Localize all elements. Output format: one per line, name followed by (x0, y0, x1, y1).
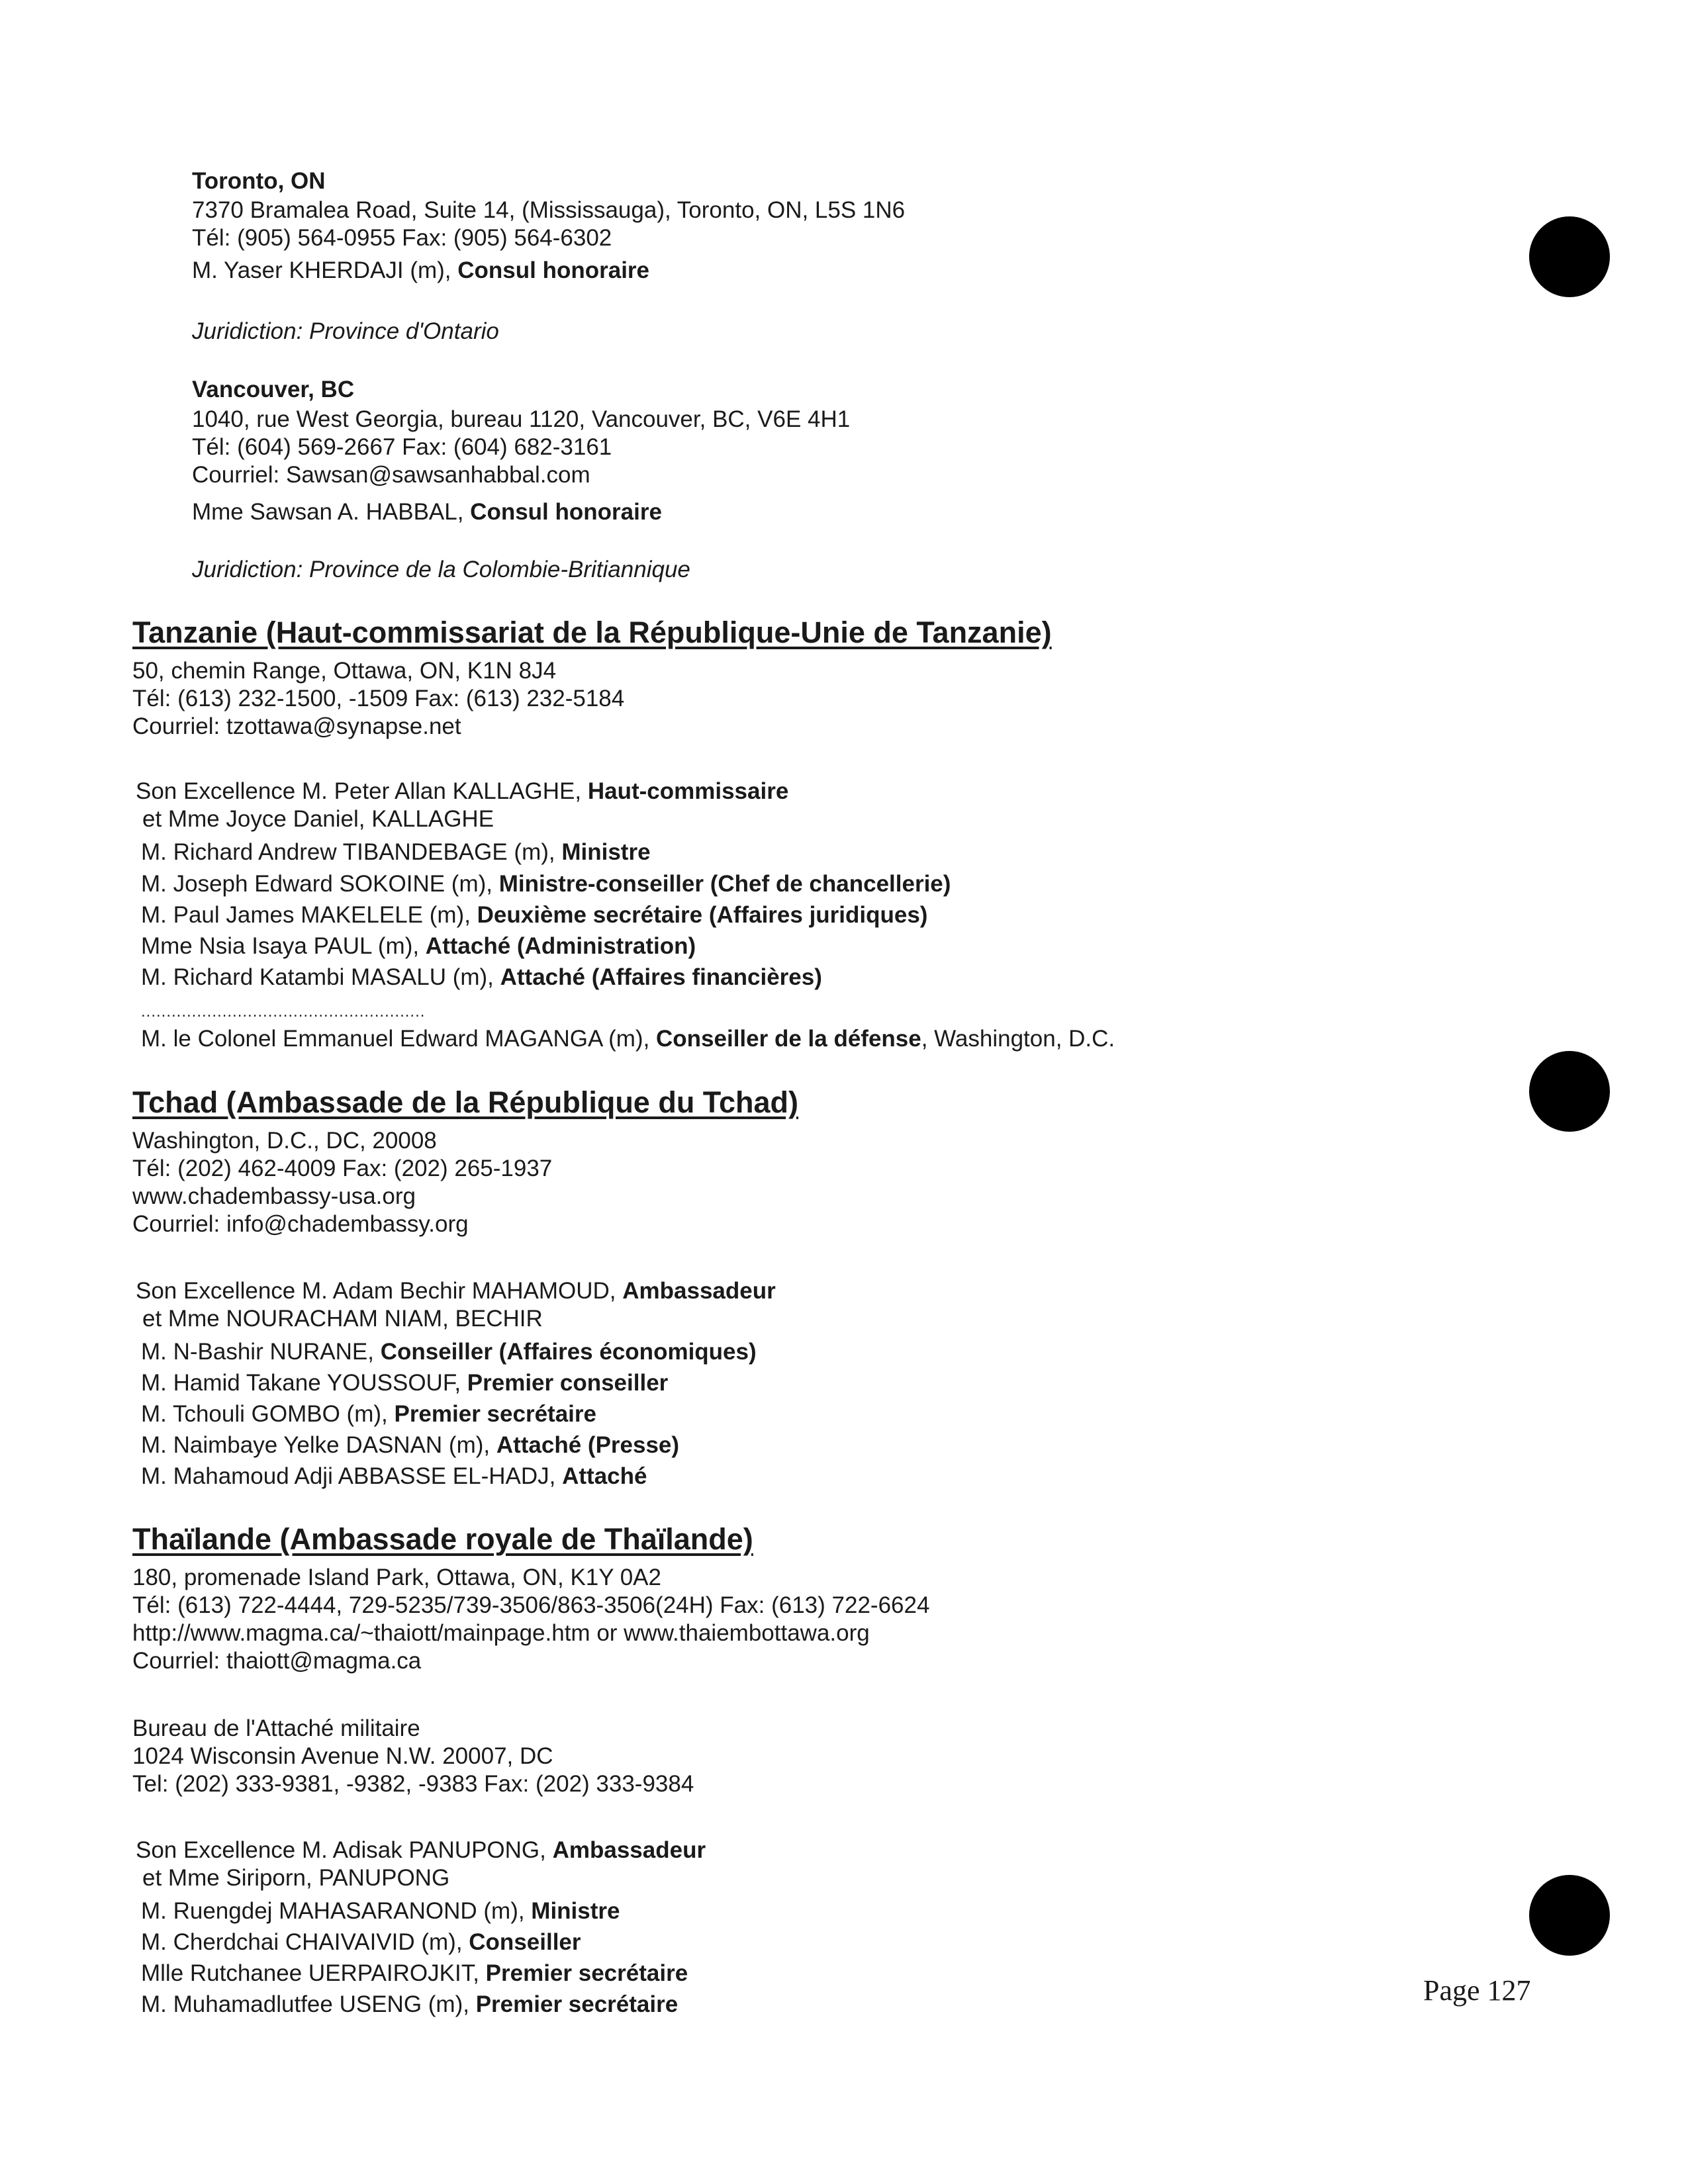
head-of-mission (136, 1837, 706, 1864)
consulate-jurisdiction: Juridiction: Province de la Colombie-Britiannique (192, 557, 690, 582)
mission-phone: Tél: (202) 462-4009 Fax: (202) 265-1937 (132, 1156, 553, 1181)
person-name: M. Muhamadlutfee USENG (m), (141, 1991, 476, 2017)
consulate-city-heading: Vancouver, BC (192, 377, 355, 402)
defense-attache (141, 1025, 1115, 1053)
staff-member (141, 1960, 688, 1987)
person-name: M. Yaser KHERDAJI (m), (192, 257, 458, 283)
person-name: Mlle Rutchanee UERPAIROJKIT, (141, 1960, 486, 1986)
head-of-mission (136, 1277, 776, 1305)
staff-member (141, 1400, 596, 1428)
mission-phone: Tél: (613) 722-4444, 729-5235/739-3506/863-3506(24H) Fax: (613) 722-6624 (132, 1592, 930, 1618)
person-title: Ministre (531, 1898, 620, 1924)
mission-email: Courriel: info@chadembassy.org (132, 1211, 469, 1237)
punch-hole (1529, 1875, 1610, 1956)
spouse: et Mme Joyce Daniel, KALLAGHE (142, 806, 494, 832)
person-title: Consul honoraire (470, 499, 662, 525)
person-name: M. N-Bashir NURANE, (141, 1339, 381, 1365)
person-title: Premier secrétaire (475, 1991, 679, 2017)
section-title-tanzanie: Tanzanie (Haut-commissariat de la République-Unie de Tanzanie) (132, 615, 1052, 649)
staff-member (141, 839, 651, 866)
consulate-jurisdiction: Juridiction: Province d'Ontario (192, 318, 499, 344)
person-name: Mme Sawsan A. HABBAL, (192, 499, 471, 525)
staff-member (141, 1991, 678, 2019)
section-title-tchad: Tchad (Ambassade de la République du Tchad) (132, 1085, 798, 1119)
consulate-phone: Tél: (604) 569-2667 Fax: (604) 682-3161 (192, 434, 612, 460)
person-title: Ministre-conseiller (Chef de chancellerie) (498, 871, 951, 897)
person-title: Consul honoraire (457, 257, 650, 283)
person-name: Son Excellence M. Adam Bechir MAHAMOUD, (136, 1278, 623, 1304)
staff-member (141, 870, 951, 898)
person-name: M. Hamid Takane YOUSSOUF, (141, 1370, 467, 1396)
person-name: M. Joseph Edward SOKOINE (m), (141, 871, 499, 897)
person-name: M. Naimbaye Yelke DASNAN (m), (141, 1432, 496, 1458)
consulate-address: 7370 Bramalea Road, Suite 14, (Mississauga), Toronto, ON, L5S 1N6 (192, 197, 906, 223)
spouse: et Mme NOURACHAM NIAM, BECHIR (142, 1306, 543, 1332)
consulate-person (192, 257, 649, 285)
mission-website: www.chadembassy-usa.org (132, 1183, 416, 1209)
spouse: et Mme Siriporn, PANUPONG (142, 1865, 450, 1891)
staff-member (141, 1463, 647, 1490)
staff-member (141, 1369, 668, 1397)
attache-phone: Tel: (202) 333-9381, -9382, -9383 Fax: (202) 333-9384 (132, 1771, 694, 1797)
person-name: M. Richard Andrew TIBANDEBAGE (m), (141, 839, 562, 865)
attache-address: 1024 Wisconsin Avenue N.W. 20007, DC (132, 1743, 553, 1769)
person-title: Premier conseiller (467, 1370, 669, 1396)
mission-address: Washington, D.C., DC, 20008 (132, 1128, 437, 1154)
person-title: Attaché (562, 1463, 647, 1489)
consulate-address: 1040, rue West Georgia, bureau 1120, Vancouver, BC, V6E 4H1 (192, 406, 851, 432)
person-title: Ambassadeur (552, 1837, 706, 1863)
person-name: M. Richard Katambi MASALU (m), (141, 964, 500, 990)
person-name: Son Excellence M. Adisak PANUPONG, (136, 1837, 553, 1863)
person-title: Attaché (Presse) (496, 1432, 680, 1458)
staff-member (141, 933, 696, 960)
attache-office: Bureau de l'Attaché militaire (132, 1715, 420, 1741)
punch-hole (1529, 1051, 1610, 1132)
person-name: Mme Nsia Isaya PAUL (m), (141, 933, 426, 959)
person-name: M. le Colonel Emmanuel Edward MAGANGA (m), (141, 1026, 657, 1052)
punch-hole (1529, 216, 1610, 297)
consulate-email: Courriel: Sawsan@sawsanhabbal.com (192, 462, 590, 488)
person-name: M. Ruengdej MAHASARANOND (m), (141, 1898, 532, 1924)
dotted-separator: ........................................................ (141, 1003, 426, 1021)
mission-website: http://www.magma.ca/~thaiott/mainpage.htm or www.thaiembottawa.org (132, 1620, 870, 1646)
person-title: Attaché (Administration) (425, 933, 696, 959)
person-title: Conseiller (Affaires économiques) (380, 1339, 757, 1365)
mission-email: Courriel: tzottawa@synapse.net (132, 713, 461, 739)
consulate-city-heading: Toronto, ON (192, 168, 326, 194)
section-title-thailande: Thaïlande (Ambassade royale de Thaïlande) (132, 1522, 753, 1556)
person-name: M. Paul James MAKELELE (m), (141, 902, 477, 928)
person-title: Premier secrétaire (394, 1401, 596, 1427)
person-title: Conseiller (469, 1929, 581, 1955)
location-suffix: , Washington, D.C. (921, 1026, 1115, 1052)
staff-member (141, 1432, 679, 1459)
consulate-phone: Tél: (905) 564-0955 Fax: (905) 564-6302 (192, 225, 612, 251)
person-title: Haut-commissaire (587, 778, 789, 804)
person-title: Deuxième secrétaire (Affaires juridiques) (477, 902, 928, 928)
mission-address: 50, chemin Range, Ottawa, ON, K1N 8J4 (132, 658, 557, 684)
staff-member (141, 964, 822, 991)
person-name: Son Excellence M. Peter Allan KALLAGHE, (136, 778, 588, 804)
person-title: Premier secrétaire (485, 1960, 688, 1986)
staff-member (141, 901, 927, 929)
mission-address: 180, promenade Island Park, Ottawa, ON, K1Y 0A2 (132, 1565, 661, 1590)
person-title: Attaché (Affaires financières) (500, 964, 822, 990)
staff-member (141, 1929, 581, 1956)
head-of-mission (136, 778, 788, 805)
page-number: Page 127 (1423, 1974, 1531, 2007)
person-title: Ministre (561, 839, 651, 865)
staff-member (141, 1338, 757, 1366)
staff-member (141, 1897, 620, 1925)
person-title: Conseiller de la défense (656, 1026, 921, 1052)
person-name: M. Cherdchai CHAIVAIVID (m), (141, 1929, 469, 1955)
mission-phone: Tél: (613) 232-1500, -1509 Fax: (613) 232-5184 (132, 686, 625, 711)
person-title: Ambassadeur (622, 1278, 776, 1304)
person-name: M. Mahamoud Adji ABBASSE EL-HADJ, (141, 1463, 563, 1489)
mission-email: Courriel: thaiott@magma.ca (132, 1648, 422, 1674)
consulate-person (192, 498, 662, 526)
person-name: M. Tchouli GOMBO (m), (141, 1401, 395, 1427)
